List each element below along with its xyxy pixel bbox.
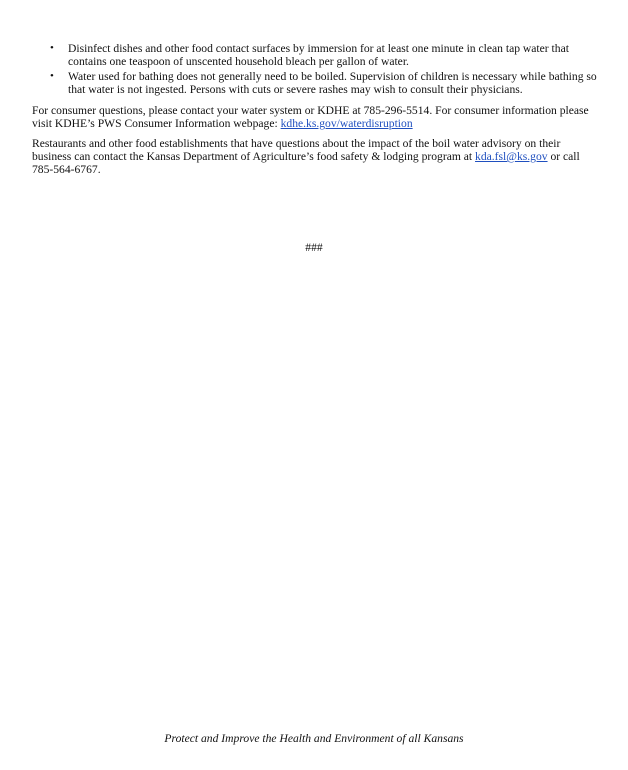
bullet-item-bathing	[32, 70, 598, 96]
consumer-paragraph-text: For consumer questions, please contact your water system or KDHE at 785-296-5514. For consumer information please visit KDHE’s PWS Consumer Information webpage:	[32, 104, 589, 130]
footer-tagline: Protect and Improve the Health and Environment of all Kansans	[164, 732, 464, 745]
bullet-item-disinfect	[32, 42, 598, 68]
restaurant-paragraph	[32, 137, 598, 176]
bullet-text: Water used for bathing does not generally need to be boiled. Supervision of children is necessary while bathing so that water is not ingested. Persons with cuts or severe rashes may wish to consult their physicians.	[68, 70, 597, 96]
kda-email-link[interactable]: kda.fsl@ks.gov	[475, 150, 548, 163]
restaurant-paragraph-text: Restaurants and other food establishments that have questions about the impact of the boil water advisory on their business can contact the Kansas Department of Agriculture’s food safety & lodging program at	[32, 137, 561, 163]
restaurant-paragraph-tail: or call 785-564-6767.	[32, 150, 580, 176]
end-of-release-mark: ###	[305, 241, 323, 254]
consumer-questions-paragraph	[32, 104, 598, 130]
bullet-marker: •	[50, 42, 54, 54]
water-disruption-link[interactable]: kdhe.ks.gov/waterdisruption	[280, 117, 413, 130]
bullet-list	[32, 42, 598, 96]
bullet-marker: •	[50, 70, 54, 82]
document-body	[32, 42, 598, 183]
bullet-text: Disinfect dishes and other food contact surfaces by immersion for at least one minute in clean tap water that contains one teaspoon of unscented household bleach per gallon of water.	[68, 42, 569, 68]
